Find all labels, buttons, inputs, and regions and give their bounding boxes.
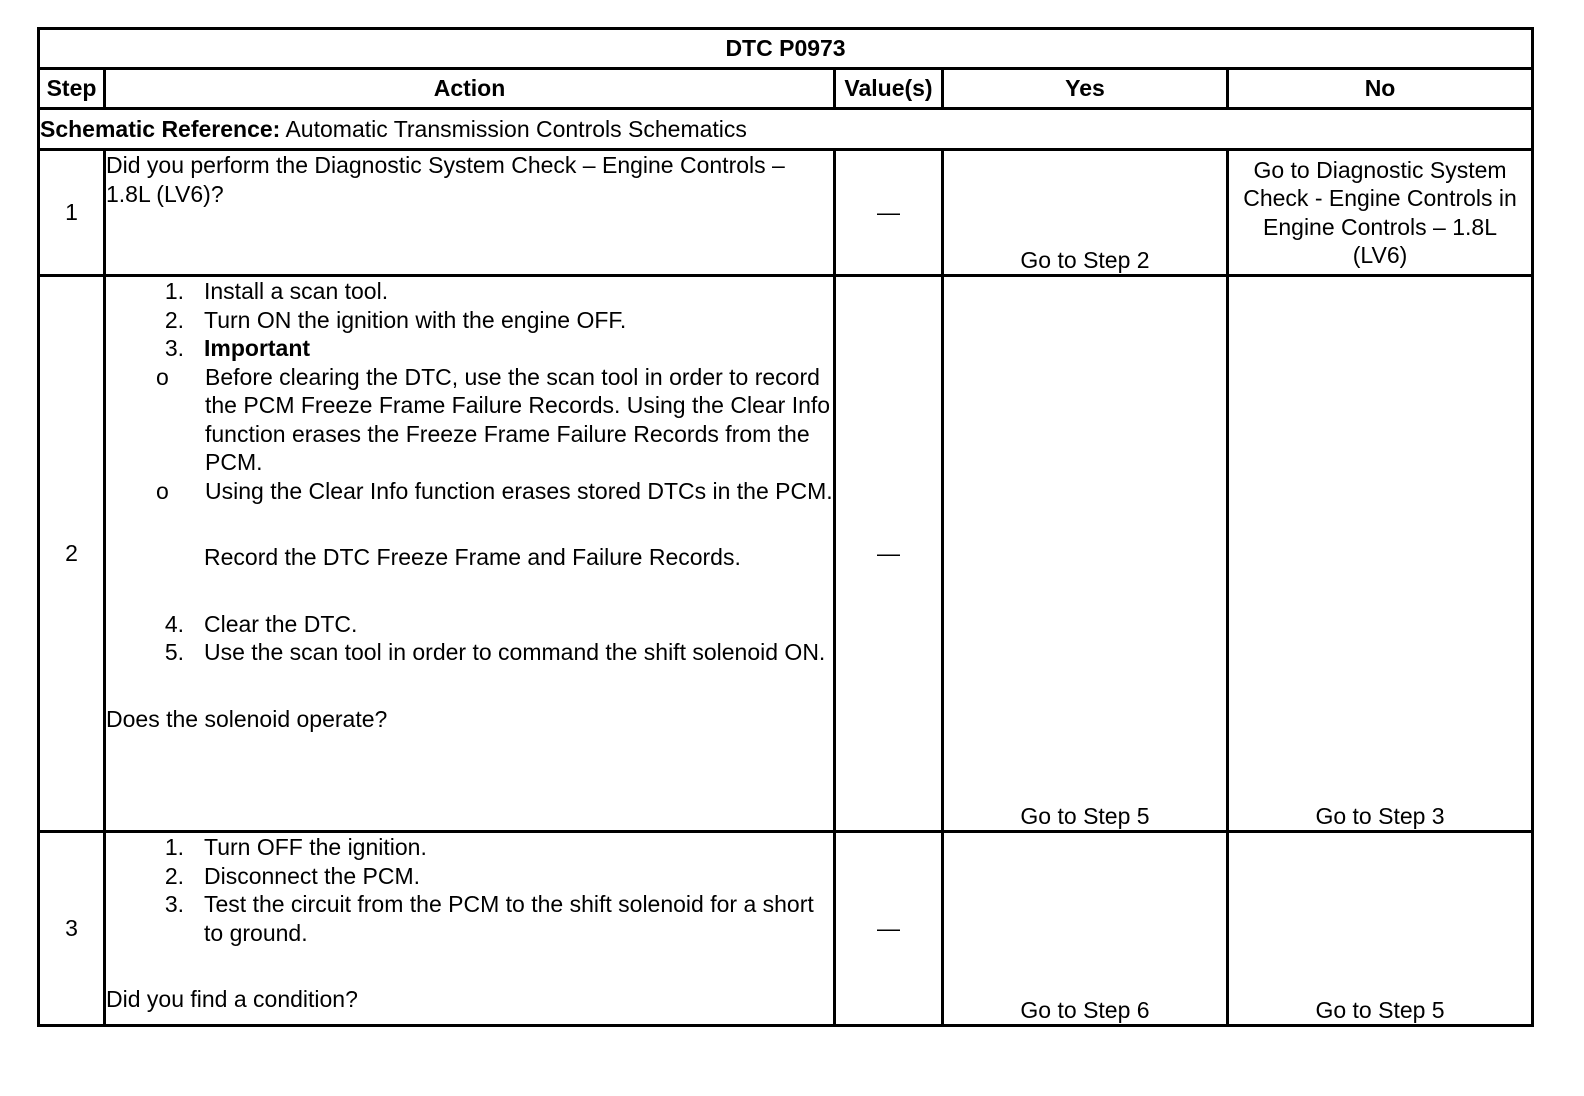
list-item: 3. Test the circuit from the PCM to the shift solenoid for a short to ground. (164, 891, 814, 946)
procedure-list (106, 610, 833, 667)
list-item: 4. Clear the DTC. (164, 610, 358, 637)
step-yes: Go to Step 6 (943, 832, 1228, 1026)
step-no: Go to Diagnostic System Check - Engine Controls in Engine Controls – 1.8L (LV6) (1228, 150, 1533, 276)
list-item: 5. Use the scan tool in order to command the shift solenoid ON. (164, 639, 826, 665)
step-action (105, 832, 835, 1026)
table-row (39, 832, 1533, 1026)
table-title: DTC P0973 (39, 29, 1533, 69)
step-value: — (835, 276, 943, 832)
header-no: No (1228, 69, 1533, 109)
step-number: 1 (39, 150, 105, 276)
procedure-list (106, 277, 833, 363)
schematic-reference (39, 109, 1533, 150)
step-action: Did you perform the Diagnostic System Check – Engine Controls – 1.8L (LV6)? (105, 150, 835, 276)
list-item: 2. Turn ON the ignition with the engine OFF. (164, 306, 627, 333)
table-row (39, 276, 1533, 832)
table-row (39, 150, 1533, 276)
procedure-list (106, 833, 833, 947)
step-question: Did you find a condition? (106, 986, 358, 1012)
list-item: o Before clearing the DTC, use the scan tool in order to record the PCM Freeze Frame Failure Records. Using the Clear Info function erases the Freeze Frame Failure Records from the PCM. (156, 363, 831, 475)
step-no: Go to Step 5 (1228, 832, 1533, 1026)
header-step: Step (39, 69, 105, 109)
header-action: Action (105, 69, 835, 109)
important-label: Important (204, 335, 311, 361)
record-note: Record the DTC Freeze Frame and Failure Records. (204, 544, 741, 570)
step-number: 3 (39, 832, 105, 1026)
header-yes: Yes (943, 69, 1228, 109)
step-value: — (835, 150, 943, 276)
list-item: o Using the Clear Info function erases stored DTCs in the PCM. (156, 477, 833, 504)
schematic-reference-label: Schematic Reference: (40, 115, 281, 142)
list-item: 3. Important (164, 335, 311, 361)
step-value: — (835, 832, 943, 1026)
dtc-table (37, 27, 1534, 1027)
step-question: Does the solenoid operate? (106, 705, 388, 732)
schematic-reference-text: Automatic Transmission Controls Schematics (280, 115, 747, 142)
list-item: 1. Install a scan tool. (164, 278, 389, 304)
list-item: 2. Disconnect the PCM. (164, 862, 421, 889)
step-no: Go to Step 3 (1228, 276, 1533, 832)
important-notes (106, 363, 833, 506)
step-yes: Go to Step 5 (943, 276, 1228, 832)
step-yes: Go to Step 2 (943, 150, 1228, 276)
step-number: 2 (39, 276, 105, 832)
list-item: 1. Turn OFF the ignition. (164, 834, 427, 860)
step-action (105, 276, 835, 832)
header-values: Value(s) (835, 69, 943, 109)
